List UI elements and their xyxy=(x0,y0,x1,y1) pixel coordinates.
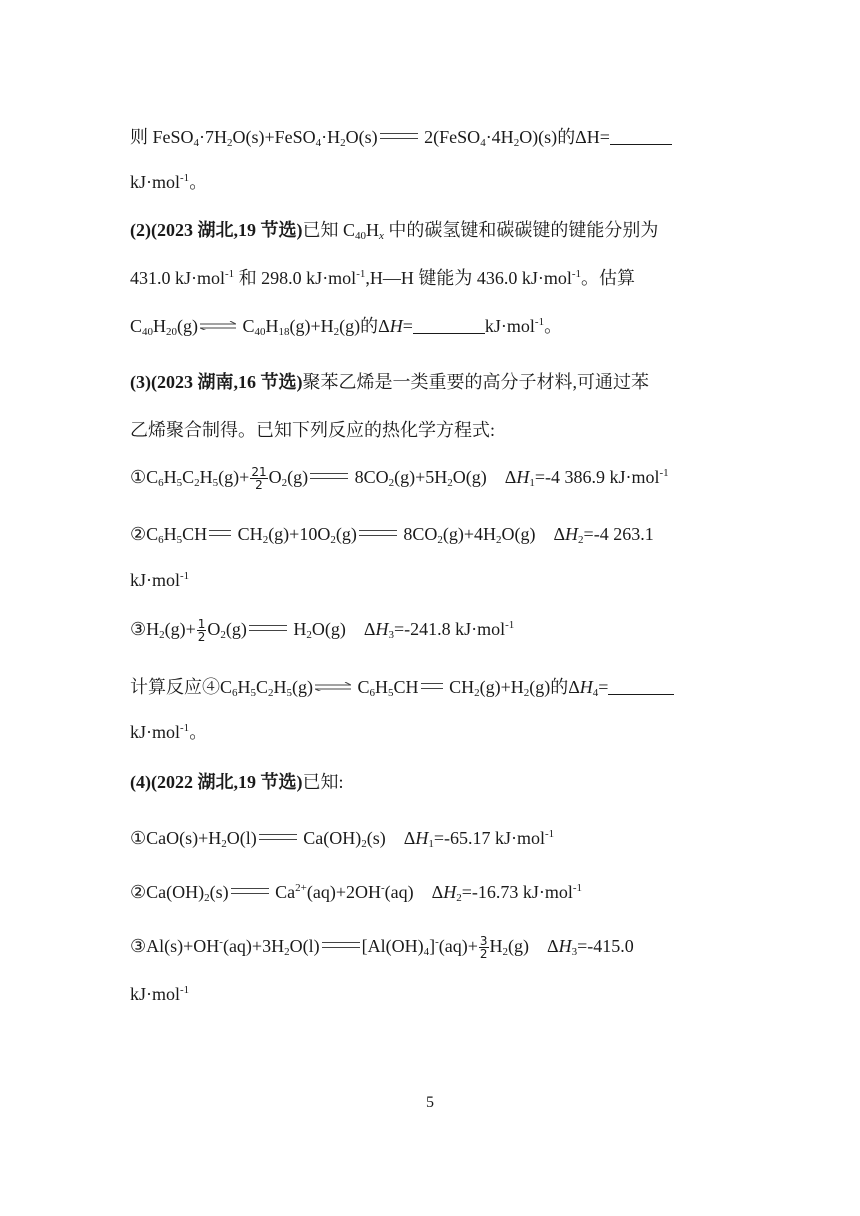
text-seg: 已知 C xyxy=(302,220,355,240)
equals-sign xyxy=(322,942,360,948)
text-seg: =-415.0 xyxy=(577,936,634,956)
text-seg: 431.0 kJ·mol xyxy=(130,268,226,288)
text-seg: 和 298.0 kJ·mol xyxy=(234,268,357,288)
question-2-line-1: (2)(2023 湖北,19 节选)已知 $C_{40}H_x$ 中的碳氢键和碳碳键的键能分别为 xyxy=(130,220,659,242)
p4-reaction-1: $①CaO(s)+H_2O(l)$ $Ca(OH)_2(s)$ $\Delta H_1=-65.17$ kJ·mol$^{-1}$ xyxy=(130,828,555,850)
source-tag: (4)(2022 湖北,19 节选) xyxy=(130,772,303,792)
text-seg: 计算反应④ xyxy=(130,677,220,697)
question-3-line-2 xyxy=(130,418,495,442)
reaction-1: $①C_6H_5C_2H_5(g)+$ $\frac{21}{2}$ $O_2(g)$ $8CO_2(g)+5H_2O(g)$ $\Delta H_1=-4$ 386.9 kJ·mol$^{-1}$ xyxy=(130,465,669,493)
reversible-arrow-icon xyxy=(200,321,236,330)
double-bond xyxy=(209,530,231,536)
fraction: $\frac{1}{2}$ xyxy=(197,617,206,645)
text-seg: kJ·mol xyxy=(484,316,535,336)
reaction-2-unit: kJ·mol$^{-1}$ xyxy=(130,570,190,590)
calc-line: 计算反应$④C_6H_5C_2H_5(g)$ $C_6H_5CH$ $CH_2(g)+H_2(g)$的$\Delta H_4=$ xyxy=(130,675,674,699)
text-seg: kJ·mol xyxy=(130,172,181,192)
eq-feso4-line: 则 $FeSO_4\cdot 7H_2O(s)+FeSO_4\cdot H_2O(s)$ $2(FeSO_4\cdot 4H_2O)(s)$的ΔH= xyxy=(130,125,672,149)
source-tag: (3)(2023 湖南,16 节选) xyxy=(130,372,303,392)
text-seg: ,H—H 键能为 436.0 kJ·mol xyxy=(365,268,572,288)
equals-sign xyxy=(231,888,269,894)
text-seg: kJ·mol xyxy=(130,984,181,1004)
text-seg: 已知: xyxy=(302,772,344,792)
text-seg: kJ·mol xyxy=(130,570,181,590)
text-seg: =-4 386.9 kJ·mol xyxy=(534,467,660,487)
source-tag: (2)(2023 湖北,19 节选) xyxy=(130,220,303,240)
p4-reaction-2: $②Ca(OH)_2(s)$ $Ca^{2+}(aq)+2OH^-(aq)$ $\Delta H_2=-16.73$ kJ·mol$^{-1}$ xyxy=(130,882,583,904)
calc-unit: kJ·mol$^{-1}$。 xyxy=(130,722,208,742)
text-seg: =-4 263.1 xyxy=(583,524,654,544)
fraction: $\frac{21}{2}$ xyxy=(251,465,267,493)
answer-blank[interactable] xyxy=(608,678,674,695)
question-3-line-1 xyxy=(130,370,649,394)
text-seg: =-65.17 kJ·mol xyxy=(433,828,545,848)
equals-sign xyxy=(310,473,348,479)
reaction-2: $②C_6H_5CH$ $CH_2(g)+10O_2(g)$ $8CO_2(g)+4H_2O(g)$ $\Delta H_2=-4$ 263.1 xyxy=(130,524,654,546)
text-seg: 则 FeSO xyxy=(130,127,194,147)
p4-reaction-3: $③Al(s)+OH^-(aq)+3H_2O(l)$ $[Al(OH)_4]^-(aq)+$ $\frac{3}{2}$ $H_2(g)$ $\Delta H_3=-415.0$ xyxy=(130,934,634,962)
equals-sign xyxy=(359,530,397,536)
text-seg: 乙烯聚合制得。已知下列反应的热化学方程式: xyxy=(130,420,495,440)
question-2-line-3: $C_{40}H_{20}(g)$ $C_{40}H_{18}(g)+H_2(g)$的ΔH= kJ·mol$^{-1}$。 xyxy=(130,316,563,338)
unit-line: kJ·mol$^{-1}$。 xyxy=(130,172,208,192)
answer-blank[interactable] xyxy=(610,128,672,145)
text-seg: 的ΔH= xyxy=(557,127,610,147)
text-seg: 。估算 xyxy=(581,268,636,288)
text-seg: kJ·mol xyxy=(130,722,181,742)
text-seg: =-241.8 kJ·mol xyxy=(393,619,506,639)
question-4-line-1 xyxy=(130,770,344,794)
equals-sign xyxy=(249,625,287,631)
p4-reaction-3-unit: kJ·mol$^{-1}$ xyxy=(130,984,190,1004)
double-bond xyxy=(421,683,443,689)
reaction-3: $③H_2(g)+$ $\frac{1}{2}$ $O_2(g)$ $H_2O(g)$ $\Delta H_3=-241.8$ kJ·mol$^{-1}$ xyxy=(130,617,515,645)
equals-sign xyxy=(380,133,418,139)
page-number: 5 xyxy=(426,1094,434,1111)
fraction: $\frac{3}{2}$ xyxy=(479,934,488,962)
text-seg: =-16.73 kJ·mol xyxy=(461,882,573,902)
question-2-line-2: 431.0 kJ·mol$^{-1}$ 和 298.0 kJ·mol$^{-1}$,H—H 键能为 436.0 kJ·mol$^{-1}$。估算 xyxy=(130,268,636,288)
equals-sign xyxy=(259,834,297,840)
text-seg: 聚苯乙烯是一类重要的高分子材料,可通过苯 xyxy=(302,372,649,392)
reversible-arrow-icon xyxy=(315,682,351,691)
answer-blank[interactable] xyxy=(413,317,485,334)
